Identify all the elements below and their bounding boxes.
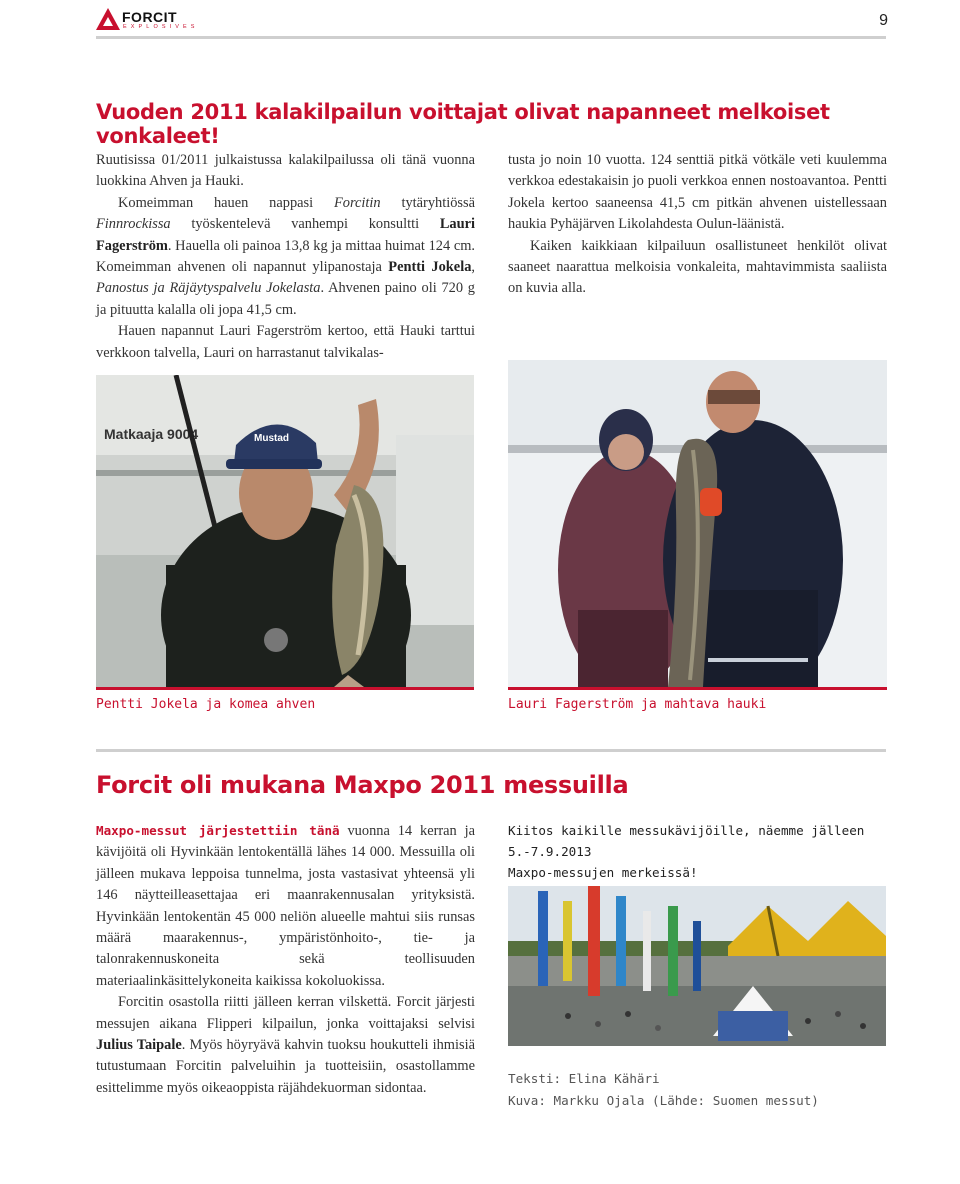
- article2-paragraph: Forcitin osastolla riitti jälleen kerran vilskettä. Forcit järjesti messujen aikana Flipperi kilpailun, jonka voittajaksi selvisi Julius Taipale. Myös höyryävä kahvin tuoksu houkutteli ihmisiä tutustumaan Forcitin palveluihin ja tuotteisiin, osastollamme esittelimme myös oikeaoppista räjähdekuorman sidontaa.: [96, 994, 475, 1096]
- article1-paragraph: tusta jo noin 10 vuotta. 124 senttiä pitkä vötkäle veti kuulemma verkkoa edestakaisin jo puoli verkkoa ennen nostoavantoa. Pentti Jokela kertoo saaneensa 41,5 cm pitkän ahvenen uistellessaan haukia Pyhäjärven Likolahdesta Oulun-läänistä.: [508, 152, 887, 233]
- article1-paragraph: Kaiken kaikkiaan kilpailuun osallistuneet henkilöt olivat saaneet naarattua melkoisia vonkaleita, mahtavimmista saaliista on kuvia alla.: [508, 237, 887, 297]
- article1-column-left: [96, 150, 475, 364]
- article2-column-left: [96, 820, 475, 1099]
- caption-rule: [96, 687, 474, 690]
- forcit-logo: [96, 6, 206, 32]
- section-rule: [96, 749, 886, 752]
- caption-rule: [508, 687, 887, 690]
- caption-right: Lauri Fagerström ja mahtava hauki: [508, 697, 767, 712]
- camper-sign-text: Matkaaja 9004: [104, 426, 199, 442]
- thanks-line: Kiitos kaikille messukävijöille, näemme jälleen 5.-7.9.2013: [508, 823, 865, 859]
- article1-title: Vuoden 2011 kalakilpailun voittajat olivat napanneet melkoiset vonkaleet!: [96, 100, 830, 148]
- credits: [508, 1068, 819, 1112]
- logo-sub-text: EXPLOSIVES: [123, 24, 199, 30]
- header-rule: [96, 36, 886, 39]
- article1-paragraph: Hauen napannut Lauri Fagerström kertoo, että Hauki tarttui verkkoon talvella, Lauri on harrastanut talvikalas-: [96, 323, 475, 361]
- article1-paragraph: Ruutisissa 01/2011 julkaistussa kalakilpailussa oli tänä vuonna luokkina Ahven ja Hauki.: [96, 152, 475, 190]
- photo-pentti-jokela: [96, 375, 474, 687]
- page-number: 9: [879, 12, 888, 29]
- caption-left: Pentti Jokela ja komea ahven: [96, 697, 316, 712]
- photo-maxpo-fair: [508, 886, 886, 1046]
- logo-brand-text: FORCIT: [122, 9, 178, 25]
- cap-logo-text: Mustad: [254, 433, 289, 444]
- article2-lead: Maxpo-messut järjestettiin tänä: [96, 823, 340, 838]
- thanks-line: Maxpo-messujen merkeissä!: [508, 865, 698, 880]
- article2-title: Forcit oli mukana Maxpo 2011 messuilla: [96, 771, 629, 799]
- forcit-triangle-icon: [96, 8, 120, 30]
- thanks-note: [508, 820, 888, 883]
- article1-paragraph: Komeimman hauen nappasi Forcitin tytäryhtiössä Finnrockissa työskentelevä vanhempi konsultti Lauri Fagerström. Hauella oli painoa 13,8 kg ja mittaa huimat 124 cm. Komeimman ahvenen oli napannut ylipanostaja Pentti Jokela, Panostus ja Räjäytyspalvelu Jokelasta. Ahvenen paino oli 720 g ja pituutta kalalla oli jopa 41,5 cm.: [96, 194, 476, 318]
- credit-photo: Kuva: Markku Ojala (Lähde: Suomen messut): [508, 1093, 819, 1108]
- article1-column-right: [508, 150, 887, 300]
- article2-paragraph: Maxpo-messut järjestettiin tänä vuonna 14 kerran ja kävijöitä oli Hyvinkään lentokentällä lähes 14 000. Messuilla oli jälleen mukava leppoisa tunnelma, josta vastasivat yhteensä yli 146 näytteilleasettajaa eri maanrakennusalan yrityksistä. Hyvinkään lentokentän 45 000 neliön alueelle mahtui siis runsas määrä maarakennus-, ympäristönhoito-, tie- ja talonrakennuskoneita sekä teollisuuden materiaalinkäsittelykoneita kaikissa kokoluokissa.: [96, 823, 476, 989]
- photo-lauri-fagerstrom: [508, 360, 887, 687]
- credit-text: Teksti: Elina Kähäri: [508, 1071, 660, 1086]
